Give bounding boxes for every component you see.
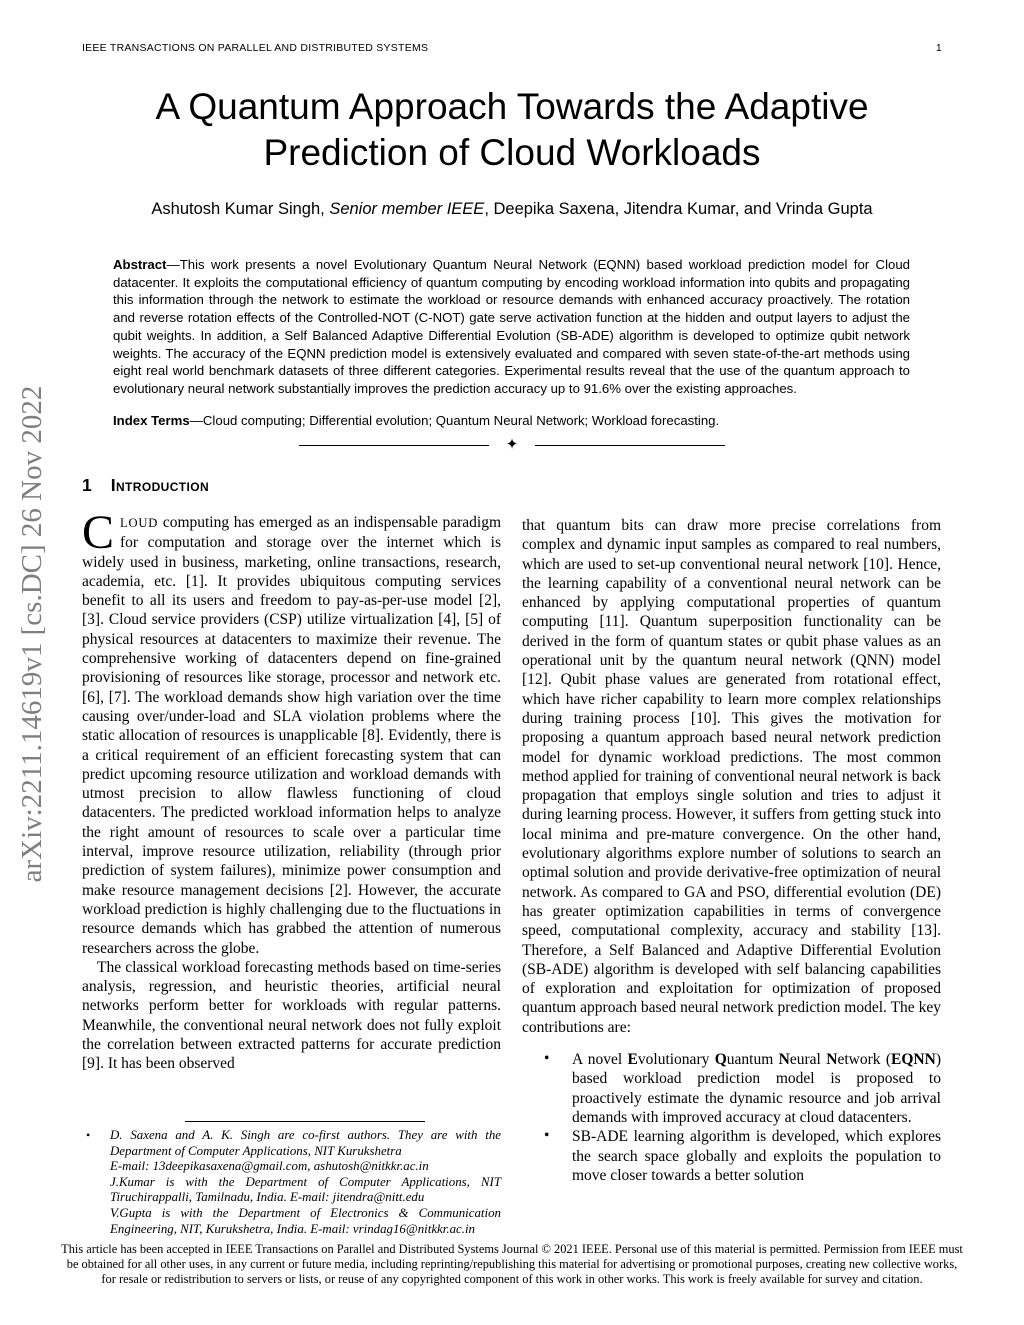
contribution-2-text: SB-ADE learning algorithm is developed, which explores the search space globally and exploits the population to move closer towards a better solution: [572, 1128, 941, 1184]
footnote-line: J.Kumar is with the Department of Computer Applications, NIT Tiruchirappalli, Tamilnadu, India. E-mail: jitendra@nitt.edu: [110, 1174, 501, 1205]
footnote-body: [82, 1128, 501, 1237]
index-terms-text: —Cloud computing; Differential evolution; Quantum Neural Network; Workload forecasting.: [189, 413, 720, 428]
section-number: 1: [82, 475, 92, 495]
section-separator: [82, 438, 942, 453]
journal-name: IEEE TRANSACTIONS ON PARALLEL AND DISTRIBUTED SYSTEMS: [82, 42, 429, 54]
intro-paragraph-1: [82, 506, 501, 958]
bullet-icon: •: [86, 1128, 91, 1142]
abstract: [113, 256, 910, 398]
right-paragraph-1: that quantum bits can draw more precise correlations from complex and dynamic input samples as compared to real numbers, which are used to set-up conventional neural network [10]. Hence, the learning capability of a conventional neural network can be enhanced by applying computational properties of quantum computing [11]. Quantum superposition functionality can be derived in the form of quantum states or qubit phase values as an operational unit by the quantum neural network (QNN) model [12]. Qubit phase values are generated from rotational effect, which have richer capability to learn more complex relationships during training process [10]. This gives the motivation for proposing a quantum approach based neural network prediction model for dynamic workload predictions. The most common method applied for training of conventional neural network is back propagation that employs single solution and tries to adjust it during learning process. However, it suffers from getting stuck into local minima and pre-mature convergence. On the other hand, evolutionary algorithms explore number of solutions to search an optimal solution and provide derivative-free optimization of neural network. As compared to GA and PSO, differential evolution (DE) has greater optimization capabilities in terms of convergence speed, computational complexity, accuracy and stability [13]. Therefore, a Self Balanced and Adaptive Differential Evolution (SB-ADE) algorithm is developed with self balancing capabilities of exploration and exploitation for optimization of proposed quantum approach based neural network prediction model. The key contributions are:: [522, 517, 941, 1036]
lead-small-caps: LOUD: [120, 516, 159, 530]
section-title: Introduction: [110, 475, 210, 495]
list-item: [522, 1127, 941, 1185]
contribution-1-text: A novel Evolutionary Quantum Neural Network (EQNN) based workload prediction model is proposed to proactively estimate the dynamic resource and job arrival demands with improved accuracy at cloud datacenters.: [572, 1051, 941, 1126]
page-number: 1: [935, 42, 942, 54]
diamond-icon: ✦: [505, 437, 519, 453]
acceptance-notice: This article has been accepted in IEEE Transactions on Parallel and Distributed Systems Journal © 2021 IEEE. Personal use of this material is permitted. Permission from IEEE must be obtained for all other uses, in any current or future media, including reprinting/republishing this material for advertising or promotional purposes, creating new collective works, for resale or redistribution to servers or lists, or reuse of any copyrighted component of this work in other works. This work is freely available for survey and citation.: [61, 1242, 963, 1286]
running-header: [82, 42, 942, 54]
footnote-line: E-mail: 13deepikasaxena@gmail.com, ashutosh@nitkkr.ac.in: [110, 1159, 429, 1174]
separator-line-right: [535, 445, 725, 446]
intro-paragraph-2: The classical workload forecasting methods based on time-series analysis, regression, and heuristic theories, artificial neural networks perform better for workloads with regular patterns. Meanwhile, the conventional neural network does not fully exploit the correlation between extracted patterns for accurate prediction [9]. It has been observed: [82, 958, 501, 1073]
abstract-text: —This work presents a novel Evolutionary Quantum Neural Network (EQNN) based workload prediction model for Cloud datacenter. It exploits the computational efficiency of quantum computing by encoding workload information into qubits and propagating this information through the network to estimate the workload or resource demands with enhanced accuracy proactively. The rotation and reverse rotation effects of the Controlled-NOT (C-NOT) gate serve activation function at the hidden and output layers to adjust the qubit weights. In addition, a Self Balanced Adaptive Differential Evolution (SB-ADE) algorithm is developed to optimize qubit network weights. The accuracy of the EQNN prediction model is extensively evaluated and compared with seven state-of-the-art methods using eight real world benchmark datasets of three different categories. Experimental results reveal that the use of the quantum approach to evolutionary neural network substantially improves the prediction accuracy up to 91.6% over the existing approaches.: [113, 257, 910, 396]
footnote-line: V.Gupta is with the Department of Electronics & Communication Engineering, NIT, Kurukshetra, India. E-mail: vrindag16@nitkkr.ac.in: [110, 1205, 501, 1236]
intro-paragraph-1-text: computing has emerged as an indispensable paradigm for computation and storage over the internet which is widely used in business, marketing, online transactions, research, academia, etc. [1]. It provides ubiquitous computing services benefit to all its users and freedom to pay-as-per-use model [2], [3]. Cloud service providers (CSP) utilize virtualization [4], [5] of physical resources at datacenters to maximize their revenue. The comprehensive working of datacenters depend on fine-grained provisioning of resources like storage, processor and network etc. [6], [7]. The workload demands show high variation over the time causing over/under-load and SLA violation problems where the static allocation of resources is unapplicable [8]. Evidently, there is a critical requirement of an efficient forecasting system that can predict upcoming resource utilization and workload demands with utmost precision to allow flawless functioning of cloud datacenters. The predicted workload information helps to analyze the right amount of resources to scale over a particular time interval, improve resource utilization, reliability (through prior prediction of system failures), minimize power consumption and make resource management decisions [2]. However, the accurate workload prediction is highly challenging due to the fluctuations in resource demands which has grabbed the attention of numerous researchers across the globe.: [82, 514, 501, 957]
author-footnote: [82, 1121, 501, 1237]
section-heading-introduction: [82, 474, 501, 496]
contributions-list: [522, 1050, 941, 1185]
arxiv-watermark: arXiv:2211.14619v1 [cs.DC] 26 Nov 2022: [16, 385, 48, 883]
index-terms: [113, 412, 910, 430]
footnote-line: D. Saxena and A. K. Singh are co-first authors. They are with the Department of Computer Applications, NIT Kurukshetra: [110, 1128, 501, 1158]
author-line-post: , Deepika Saxena, Jitendra Kumar, and Vrinda Gupta: [484, 200, 873, 218]
paper-title: A Quantum Approach Towards the Adaptive Prediction of Cloud Workloads: [155, 86, 869, 173]
author-line-pre: Ashutosh Kumar Singh,: [151, 200, 330, 218]
separator-line-left: [299, 445, 489, 446]
footnote-rule: [185, 1121, 425, 1122]
bullet-icon: •: [544, 1050, 550, 1068]
author-affil-italic: Senior member IEEE: [329, 200, 485, 218]
drop-cap: C: [82, 506, 115, 559]
bullet-icon: •: [544, 1127, 550, 1145]
author-line: [62, 200, 962, 219]
left-column: [82, 474, 501, 1074]
abstract-label: Abstract: [113, 257, 167, 272]
right-column: [522, 516, 941, 1185]
index-terms-label: Index Terms: [113, 413, 190, 428]
list-item: [522, 1050, 941, 1127]
